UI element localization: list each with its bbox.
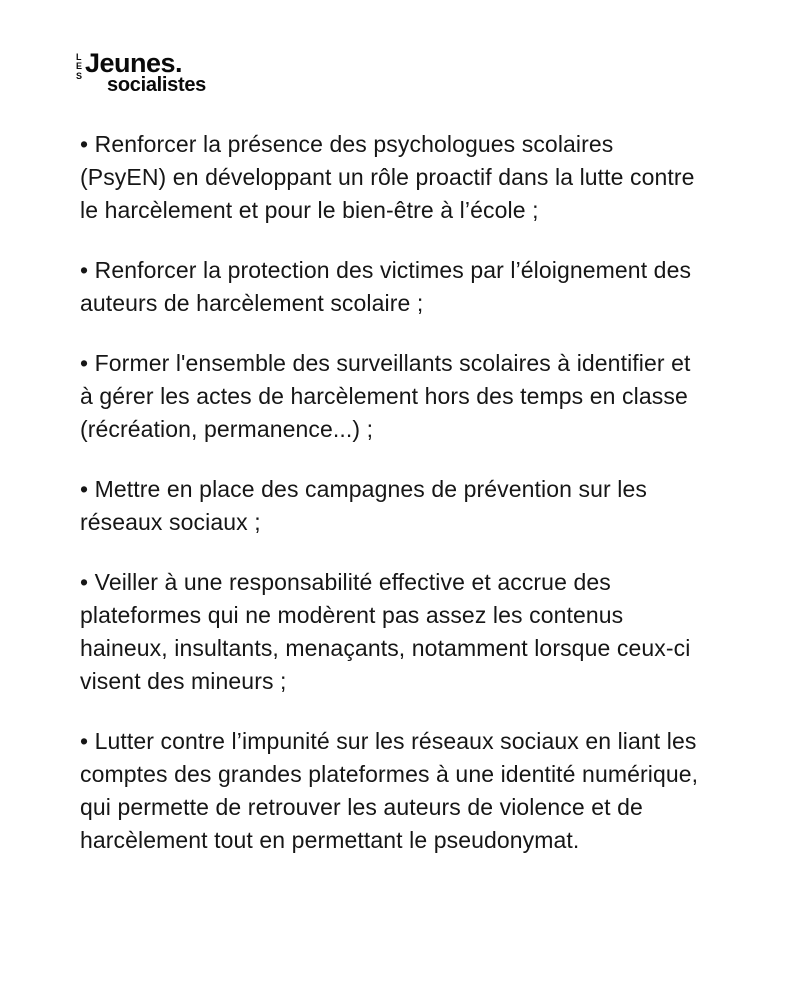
bullet-item-former-surveillants: • Former l'ensemble des surveillants scolaires à identifier et à gérer les actes de harcèlement hors des temps en classe (récréation, permanence...) ;: [80, 350, 691, 442]
bullet-item-responsabilite-plateformes: • Veiller à une responsabilité effective et accrue des plateformes qui ne modèrent pas assez les contenus haineux, insultants, menaçants, notamment lorsque ceux-ci visent des mineurs ;: [80, 569, 691, 694]
bullet-item-protection-victimes: • Renforcer la protection des victimes par l’éloignement des auteurs de harcèlement scolaire ;: [80, 257, 692, 316]
jeunes-socialistes-logo: [76, 50, 206, 95]
logo-wordmark: [85, 50, 206, 95]
logo-jeunes-text: Jeunes.: [85, 48, 183, 78]
logo-socialistes-text: socialistes: [107, 74, 206, 96]
logo-les-text: LES: [76, 52, 83, 81]
bullet-item-campagnes-prevention: • Mettre en place des campagnes de prévention sur les réseaux sociaux ;: [80, 476, 647, 535]
bullet-list: [80, 128, 704, 884]
bullet-item-impunite-reseaux: • Lutter contre l’impunité sur les réseaux sociaux en liant les comptes des grandes plateformes à une identité numérique, qui permette de retrouver les auteurs de violence et de harcèlement tout en permettant le pseudonymat.: [80, 728, 699, 853]
bullet-item-psychologues: • Renforcer la présence des psychologues scolaires (PsyEN) en développant un rôle proactif dans la lutte contre le harcèlement et pour le bien-être à l’école ;: [80, 131, 695, 223]
